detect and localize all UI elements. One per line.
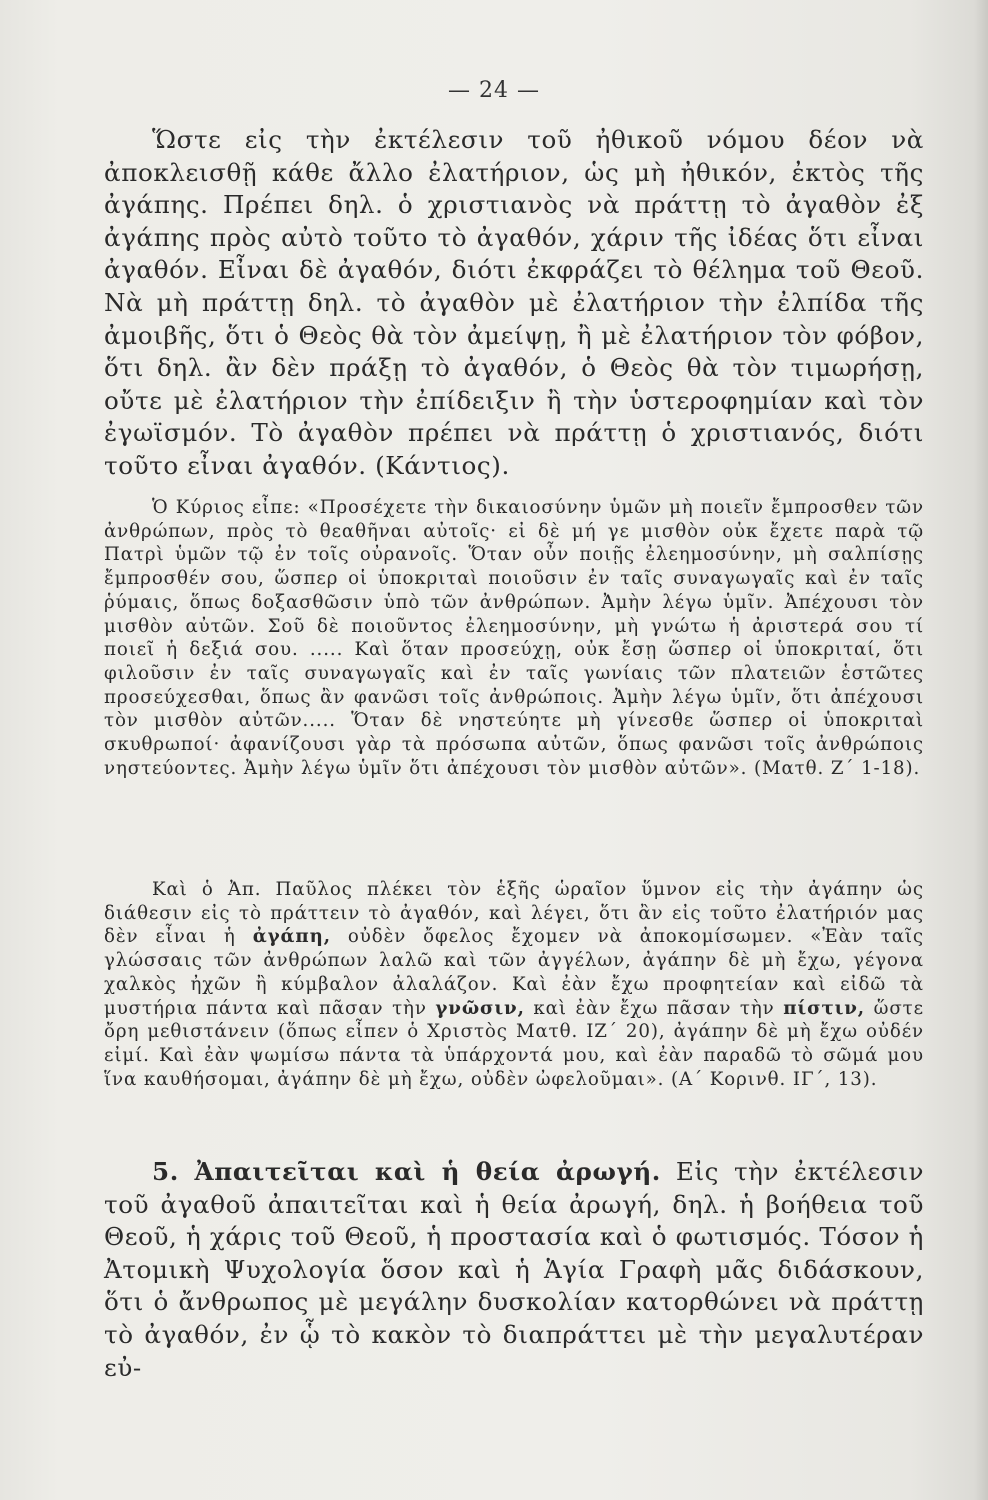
section-5-paragraph: [104, 1156, 924, 1384]
quote-paul-part-a: Καὶ ὁ Ἀπ. Παῦλος πλέκει τὸν ἑξῆς ὡραῖον ὕμνον εἰς τὴν ἀγάπην ὡς διάθεσιν εἰς τὸ πράττειν τὸ ἀγαθόν, καὶ λέγει, ὅτι ἂν εἰς τοῦτο ἐλατήριόν μας δὲν εἶναι ἡ: [104, 879, 924, 948]
paragraph-kant: [104, 124, 924, 483]
quote-paul-part-b: οὐδὲν ὄφελος ἔχομεν νὰ ἀποκομίσωμεν. «Ἐὰν ταῖς γλώσσαις τῶν ἀνθρώπων λαλῶ καὶ τῶν ἀγγέλων, ἀγάπην δὲ μὴ ἔχω, γέγονα χαλκὸς ἠχῶν ἢ κύμβαλον ἀλαλάζον. Καὶ ἐὰν ἔχω προφητείαν καὶ εἰδῶ τὰ μυστήρια πάντα καὶ πᾶσαν τὴν: [104, 926, 925, 1019]
page-binding-edge: [974, 0, 988, 1500]
quote-paul: [104, 878, 924, 1091]
emphasis-gnosin: γνῶσιν,: [435, 997, 525, 1019]
page-number: — 24 —: [448, 78, 540, 103]
quote-paul-text: [104, 878, 924, 1091]
section-5: [104, 1156, 924, 1384]
emphasis-pistin: πίστιν,: [783, 997, 866, 1019]
quote-matthew: [104, 496, 924, 780]
section-5-title: 5. Ἀπαιτεῖται καὶ ἡ θεία ἀρωγή.: [152, 1157, 661, 1186]
emphasis-agape: ἀγάπη,: [252, 926, 331, 948]
quote-paul-part-d: ὥστε ὄρη μεθιστάνειν (ὅπως εἶπεν ὁ Χριστὸς Ματθ. ΙΖ΄ 20), ἀγάπην δὲ μὴ ἔχω οὐδέν εἰμί. Καὶ ἐὰν ψωμίσω πάντα τὰ ὑπάρχοντά μου, καὶ ἐὰν παραδῶ τὸ σῶμά μου ἵνα καυθήσομαι, ἀγάπην δὲ μὴ ἔχω, οὐδὲν ὠφελοῦμαι». (Α΄ Κορινθ. ΙΓ΄, 13).: [104, 997, 924, 1090]
quote-text: Ὁ Κύριος εἶπε: «Προσέχετε τὴν δικαιοσύνην ὑμῶν μὴ ποιεῖν ἔμπροσθεν τῶν ἀνθρώπων, πρὸς τὸ θεαθῆναι αὐτοῖς· εἰ δὲ μή γε μισθὸν οὐκ ἔχετε παρὰ τῷ Πατρὶ ὑμῶν τῷ ἐν τοῖς οὐρανοῖς. Ὅταν οὖν ποιῇς ἐλεημοσύνην, μὴ σαλπίσῃς ἔμπροσθέν σου, ὥσπερ οἱ ὑποκριταὶ ποιοῦσιν ἐν ταῖς συναγωγαῖς καὶ ἐν ταῖς ῥύμαις, ὅπως δοξασθῶσιν ὑπὸ τῶν ἀνθρώπων. Ἀμὴν λέγω ὑμῖν. Ἀπέχουσι τὸν μισθὸν αὐτῶν. Σοῦ δὲ ποιοῦντος ἐλεημοσύνην, μὴ γνώτω ἡ ἀριστερά σου τί ποιεῖ ἡ δεξιά σου. ..... Καὶ ὅταν προσεύχῃ, οὐκ ἔσῃ ὥσπερ οἱ ὑποκριταί, ὅτι φιλοῦσιν ἐν ταῖς συναγωγαῖς καὶ ἐν ταῖς γωνίαις τῶν πλατειῶν ἑστῶτες προσεύχεσθαι, ὅπως ἂν φανῶσι τοῖς ἀνθρώποις. Ἀμὴν λέγω ὑμῖν, ὅτι ἀπέχουσι τὸν μισθὸν αὐτῶν..... Ὅταν δὲ νηστεύητε μὴ γίνεσθε ὥσπερ οἱ ὑποκριταὶ σκυθρωποί· ἀφανίζουσι γὰρ τὰ πρόσωπα αὐτῶν, ὅπως φανῶσι τοῖς ἀνθρώποις νηστεύοντες. Ἀμὴν λέγω ὑμῖν ὅτι ἀπέχουσι τὸν μισθὸν αὐτῶν». (Ματθ. Ζ΄ 1-18).: [104, 497, 924, 779]
quote-paul-part-c: καὶ ἐὰν ἔχω πᾶσαν τὴν: [533, 997, 775, 1019]
section-5-text: Εἰς τὴν ἐκτέλεσιν τοῦ ἀγαθοῦ ἀπαιτεῖται καὶ ἡ θεία ἀρωγή, δηλ. ἡ βοήθεια τοῦ Θεοῦ, ἡ χάρις τοῦ Θεοῦ, ἡ προστασία καὶ ὁ φωτισμός. Τόσον ἡ Ἀτομικὴ Ψυχολογία ὅσον καὶ ἡ Ἁγία Γραφὴ μᾶς διδάσκουν, ὅτι ὁ ἄνθρωπος μὲ μεγάλην δυσκολίαν κατορθώνει νὰ πράττῃ τὸ ἀγαθόν, ἐν ᾧ τὸ κακὸν τὸ διαπράττει μὲ τὴν μεγαλυτέραν εὐ-: [104, 1157, 925, 1382]
paragraph-text: Ὥστε εἰς τὴν ἐκτέλεσιν τοῦ ἠθικοῦ νόμου δέον νὰ ἀποκλεισθῇ κάθε ἄλλο ἐλατήριον, ὡς μὴ ἠθικόν, ἐκτὸς τῆς ἀγάπης. Πρέπει δηλ. ὁ χριστιανὸς νὰ πράττῃ τὸ ἀγαθὸν ἐξ ἀγάπης πρὸς αὐτὸ τοῦτο τὸ ἀγαθόν, χάριν τῆς ἰδέας ὅτι εἶναι ἀγαθόν. Εἶναι δὲ ἀγαθόν, διότι ἐκφράζει τὸ θέλημα τοῦ Θεοῦ. Νὰ μὴ πράττῃ δηλ. τὸ ἀγαθὸν μὲ ἐλατήριον τὴν ἐλπίδα τῆς ἀμοιβῆς, ὅτι ὁ Θεὸς θὰ τὸν ἀμείψῃ, ἢ μὲ ἐλατήριον τὸν φόβον, ὅτι δηλ. ἂν δὲν πράξῃ τὸ ἀγαθόν, ὁ Θεὸς θὰ τὸν τιμωρήσῃ, οὔτε μὲ ἐλατήριον τὴν ἐπίδειξιν ἢ τὴν ὑστεροφημίαν καὶ τὸν ἐγωϊσμόν. Τὸ ἀγαθὸν πρέπει νὰ πράττῃ ὁ χριστιανός, διότι τοῦτο εἶναι ἀγαθόν. (Κάντιος).: [104, 125, 924, 480]
